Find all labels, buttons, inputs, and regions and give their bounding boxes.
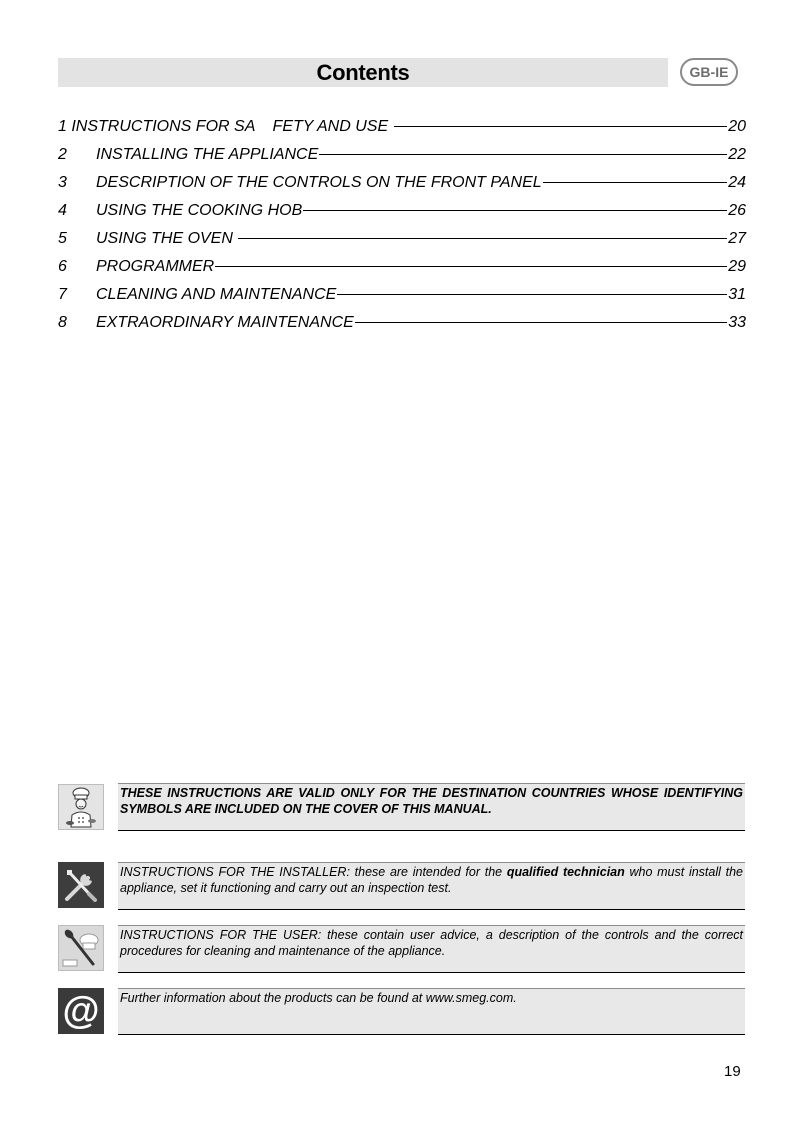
toc-leader-line [337, 294, 727, 295]
toc-entry-number: 5 [58, 230, 67, 247]
toc-entry-title: INSTALLING THE APPLIANCE [96, 146, 319, 163]
toc-leader-line [355, 322, 727, 323]
contents-title-bar [58, 58, 668, 87]
toc-entry-title: CLEANING AND MAINTENANCE [96, 286, 337, 303]
qualified-technician-emphasis: qualified technician [506, 865, 625, 879]
toc-entry[interactable] [58, 198, 746, 226]
toc-entry[interactable] [58, 170, 746, 198]
toc-entry-title: USING THE OVEN [96, 230, 238, 247]
toc-entry-page: 33 [728, 314, 746, 331]
toc-entry-page: 27 [728, 230, 746, 247]
toc-entry-number: 2 [58, 146, 67, 163]
installer-notice-text: INSTRUCTIONS FOR THE INSTALLER: these are intended for the [120, 865, 507, 879]
toc-entry[interactable] [58, 226, 746, 254]
toc-entry-title: DESCRIPTION OF THE CONTROLS ON THE FRONT PANEL [96, 174, 542, 191]
destination-notice-text: THESE INSTRUCTIONS ARE VALID ONLY FOR THE DESTINATION COUNTRIES WHOSE IDENTIFYING SYMBOLS ARE INCLUDED ON THE COVER OF THIS MANUAL. [120, 786, 743, 816]
toc-leader-line [543, 182, 728, 183]
user-notice [118, 925, 745, 973]
toc-leader-line [238, 238, 727, 239]
toc-entry-page: 31 [728, 286, 746, 303]
table-of-contents [58, 114, 746, 338]
toc-entry-page: 29 [728, 258, 746, 275]
installer-notice-text-end: who must install the appliance, set it functioning and carry out an inspection test. [120, 865, 744, 895]
toc-entry-page: 24 [728, 174, 746, 191]
page-number: 19 [724, 1063, 741, 1080]
toc-entry[interactable] [58, 142, 746, 170]
toc-entry-number: 8 [58, 314, 67, 331]
toc-entry-title: INSTRUCTIONS FOR SA FETY AND USE [66, 118, 393, 135]
toc-entry-page: 22 [728, 146, 746, 163]
tools-icon [58, 862, 104, 908]
toc-leader-line [215, 266, 727, 267]
toc-entry[interactable] [58, 310, 746, 338]
toc-entry-number: 3 [58, 174, 67, 191]
toc-entry-page: 20 [728, 118, 746, 135]
toc-leader-line [394, 126, 728, 127]
user-notice-text: INSTRUCTIONS FOR THE USER: these contain user advice, a description of the controls and the correct procedures for cleaning and maintenance of the appliance. [120, 928, 743, 958]
toc-entry-number: 4 [58, 202, 67, 219]
at-sign-symbol: @ [62, 990, 100, 1032]
toc-entry-title: PROGRAMMER [96, 258, 215, 275]
destination-notice [118, 783, 745, 831]
toc-entry-number: 7 [58, 286, 67, 303]
language-badge: GB-IE [680, 58, 738, 86]
installer-notice [118, 862, 745, 910]
toc-leader-line [319, 154, 727, 155]
web-notice-text: Further information about the products can be found at www.smeg.com. [120, 991, 517, 1005]
spoon-hat-icon [58, 925, 104, 971]
chef-icon [58, 784, 104, 830]
toc-entry-number: 1 [58, 118, 67, 135]
web-notice [118, 988, 745, 1035]
toc-entry[interactable] [58, 254, 746, 282]
page-title: Contents [316, 60, 410, 85]
toc-leader-line [303, 210, 727, 211]
toc-entry-title: USING THE COOKING HOB [96, 202, 303, 219]
toc-entry-title: EXTRAORDINARY MAINTENANCE [96, 314, 354, 331]
toc-entry-page: 26 [728, 202, 746, 219]
toc-entry-number: 6 [58, 258, 67, 275]
at-sign-icon [58, 988, 104, 1034]
toc-entry[interactable] [58, 282, 746, 310]
toc-entry[interactable] [58, 114, 746, 142]
